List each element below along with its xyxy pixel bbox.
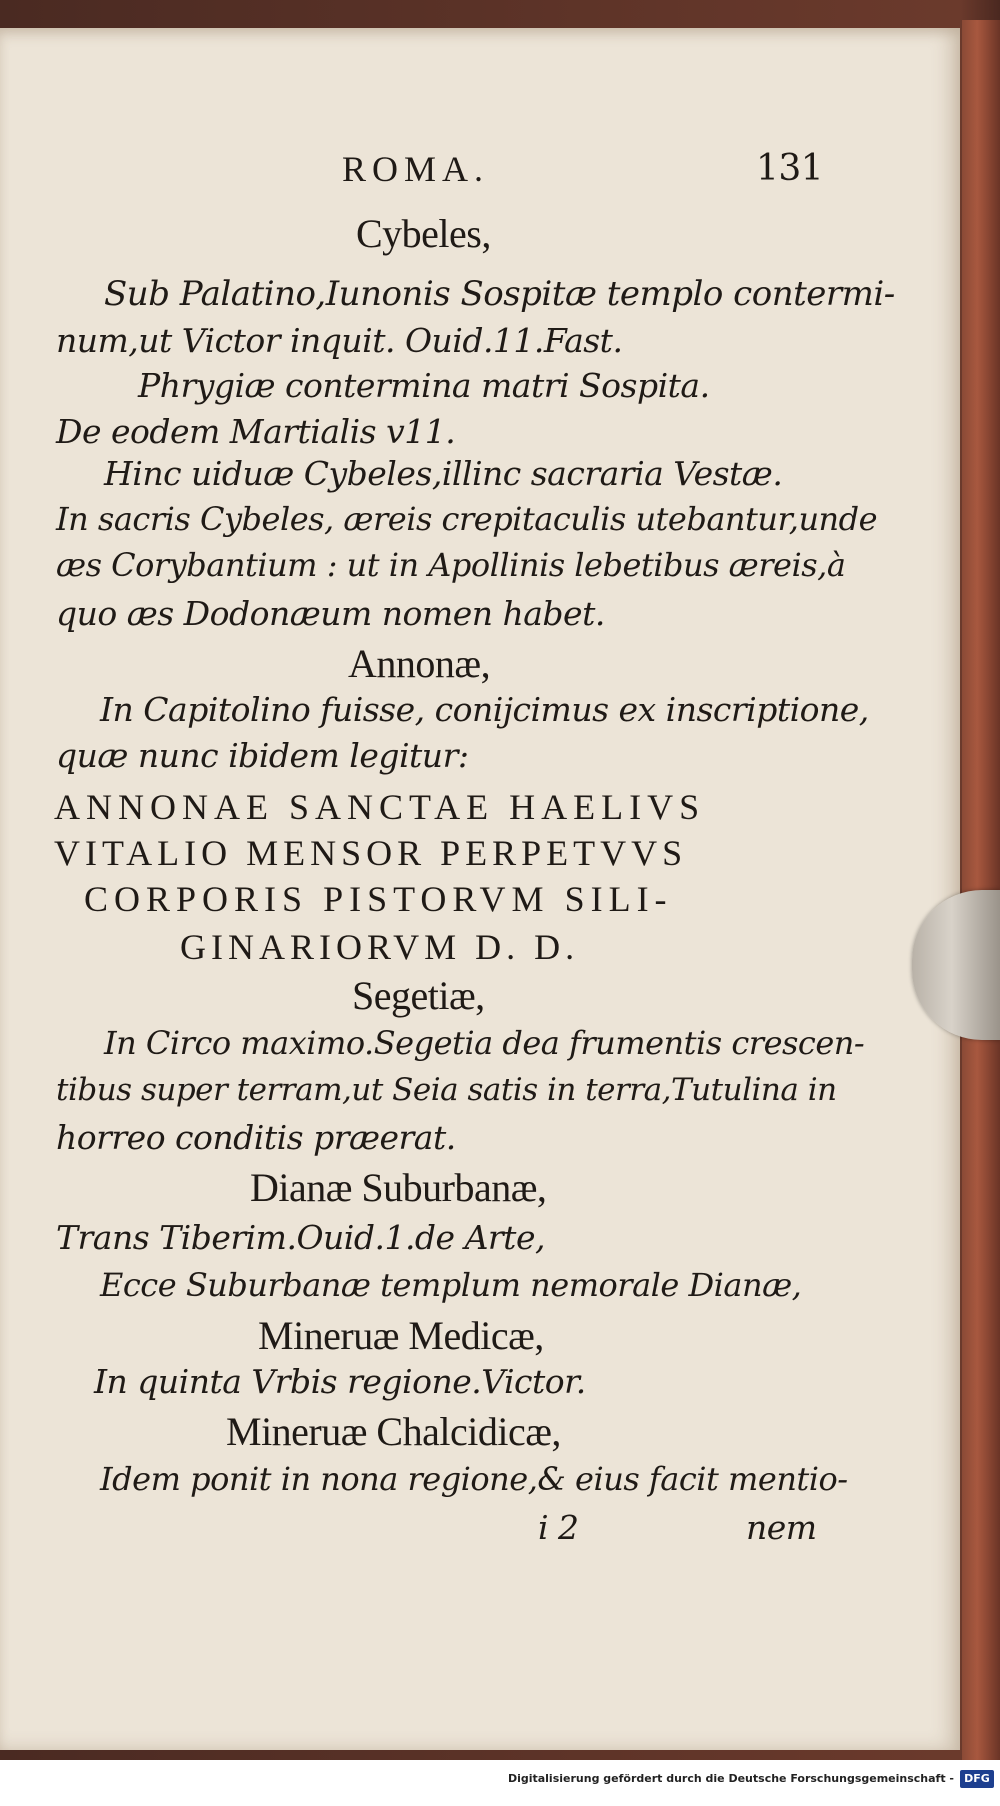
footer-bar <box>0 1760 1000 1806</box>
text-line: De eodem Martialis v11. <box>56 412 456 451</box>
text-line: quo æs Dodonæum nomen habet. <box>56 594 605 633</box>
text-line: horreo conditis præerat. <box>56 1118 456 1157</box>
running-head: ROMA. <box>342 149 490 189</box>
text-line: tibus super terram,ut Seia satis in terra,Tutulina in <box>56 1072 837 1108</box>
section-heading-segetiae: Segetiæ, <box>352 973 485 1018</box>
digitization-credit: Digitalisierung gefördert durch die Deutsche Forschungsgemeinschaft - <box>507 1772 954 1785</box>
text-line: In sacris Cybeles, æreis crepitaculis utebantur,unde <box>56 500 878 538</box>
section-heading-annonae: Annonæ, <box>348 641 491 686</box>
text-line: Trans Tiberim.Ouid.1.de Arte, <box>56 1218 545 1257</box>
text-line: In quinta Vrbis regione.Victor. <box>94 1362 586 1401</box>
inscription-line: VITALIO MENSOR PERPETVVS <box>54 833 688 873</box>
section-heading-minervae-medicae: Mineruæ Medicæ, <box>258 1313 544 1358</box>
catchword: nem <box>746 1508 817 1547</box>
text-line: num,ut Victor inquit. Ouid.11.Fast. <box>56 321 623 360</box>
section-heading-dianae: Dianæ Suburbanæ, <box>250 1165 547 1210</box>
section-heading-minervae-chalcidicae: Mineruæ Chalcidicæ, <box>226 1409 561 1454</box>
verse-line: Ecce Suburbanæ templum nemorale Dianæ, <box>100 1266 802 1304</box>
dfg-logo-icon: DFG <box>960 1770 994 1788</box>
inscription-line: ANNONAE SANCTAE HAELIVS <box>54 787 706 827</box>
text-line: Idem ponit in nona regione,& eius facit mentio- <box>100 1460 848 1498</box>
text-line: In Capitolino fuisse, conijcimus ex inscriptione, <box>100 690 869 729</box>
page-number: 131 <box>756 148 824 189</box>
text-line: Sub Palatino,Iunonis Sospitæ templo contermi- <box>104 274 895 314</box>
text-line: æs Corybantium : ut in Apollinis lebetibus æreis,à <box>56 546 846 584</box>
text-line: In Circo maximo.Segetia dea frumentis crescen- <box>104 1024 865 1062</box>
signature-mark: i 2 <box>538 1508 579 1547</box>
text-line: quæ nunc ibidem legitur: <box>56 736 469 775</box>
page-text <box>0 28 960 1750</box>
section-heading-cybeles: Cybeles, <box>356 211 491 256</box>
verse-line: Hinc uiduæ Cybeles,illinc sacraria Vestæ. <box>104 454 783 493</box>
inscription-line: CORPORIS PISTORVM SILI- <box>84 879 673 919</box>
inscription-line: GINARIORVM D. D. <box>180 927 580 967</box>
book-page <box>0 28 960 1750</box>
verse-line: Phrygiæ contermina matri Sospita. <box>138 366 710 405</box>
